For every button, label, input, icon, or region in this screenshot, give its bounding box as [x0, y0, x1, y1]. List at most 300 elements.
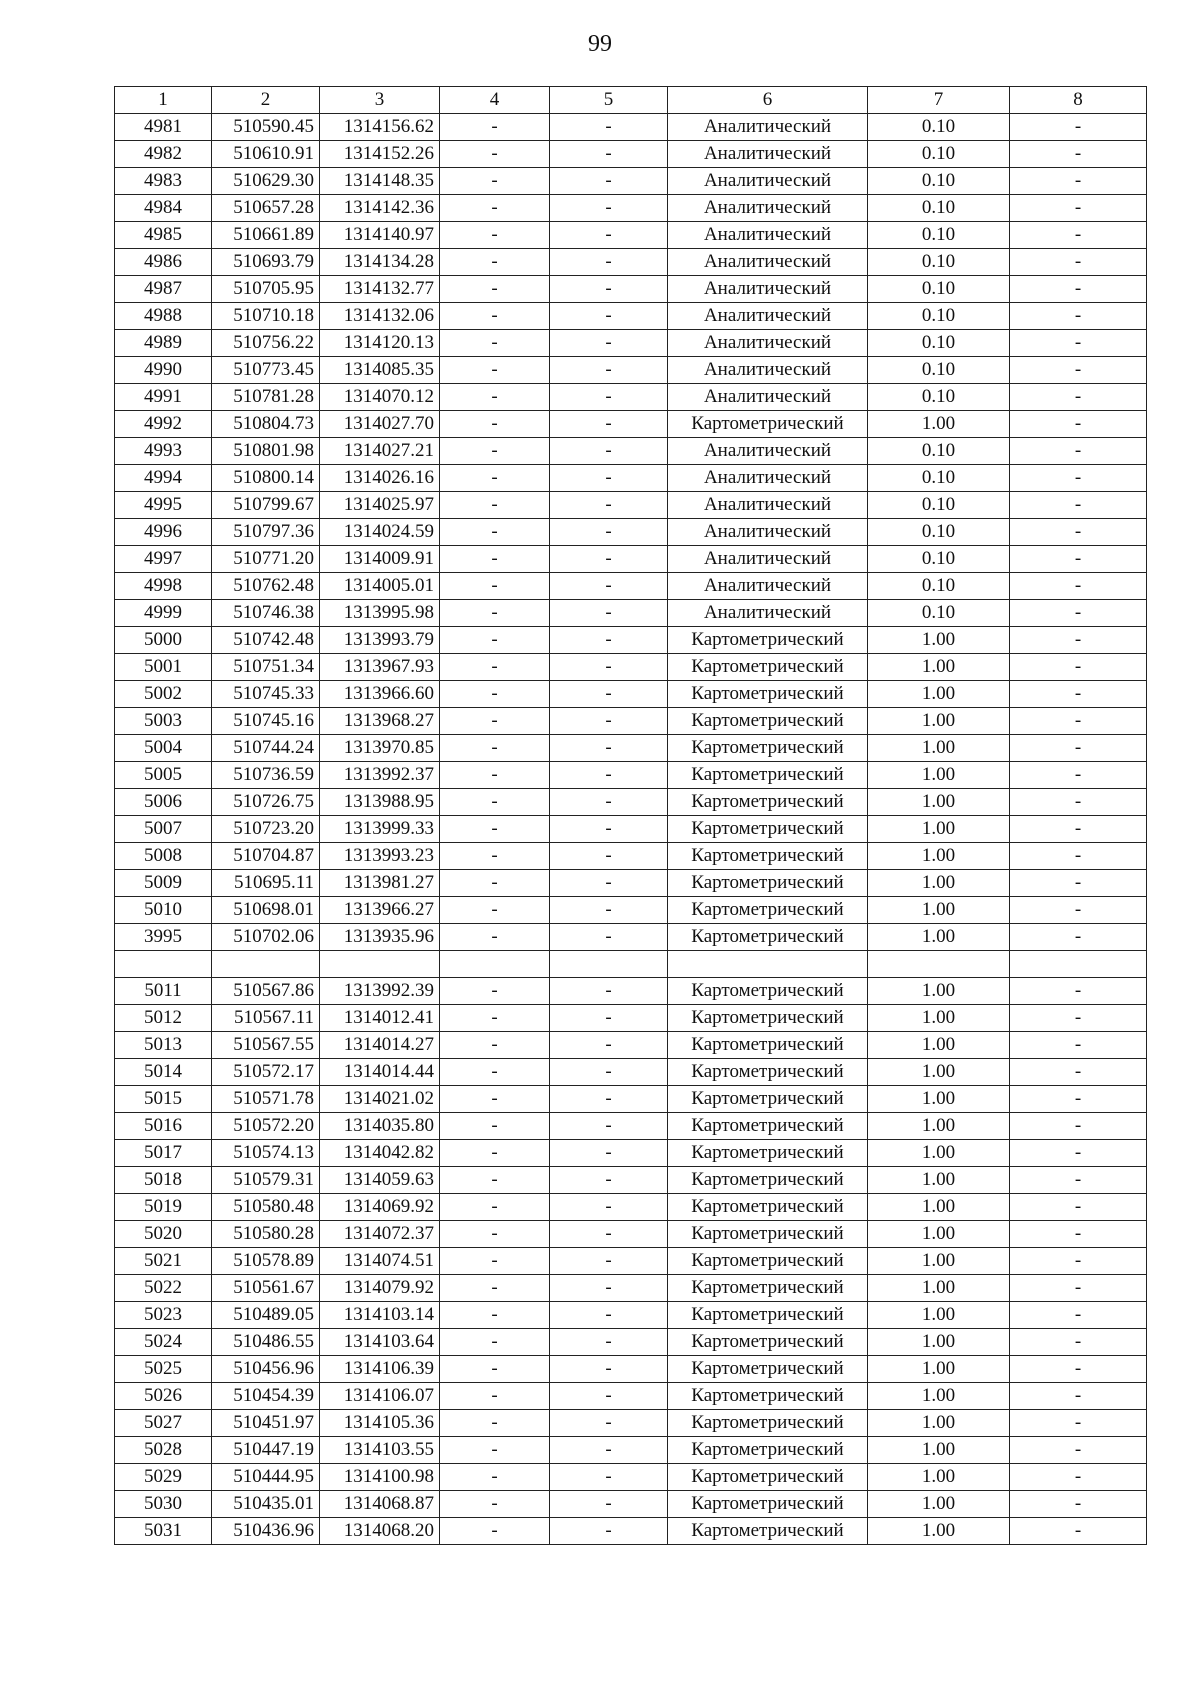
point-number-cell: 3995: [115, 924, 212, 951]
accuracy-cell: 1.00: [868, 816, 1010, 843]
col5-cell: -: [550, 1437, 668, 1464]
col5-cell: -: [550, 897, 668, 924]
point-number-cell: 5002: [115, 681, 212, 708]
y-coordinate-cell: 1313992.39: [320, 978, 440, 1005]
point-number-cell: 4992: [115, 411, 212, 438]
accuracy-cell: 0.10: [868, 384, 1010, 411]
accuracy-cell: 1.00: [868, 1410, 1010, 1437]
method-cell: Картометрический: [668, 708, 868, 735]
col5-cell: -: [550, 654, 668, 681]
point-number-cell: 4985: [115, 222, 212, 249]
accuracy-cell: 1.00: [868, 762, 1010, 789]
col5-cell: -: [550, 1086, 668, 1113]
table-row: [115, 1086, 1147, 1113]
col8-cell: -: [1010, 195, 1147, 222]
y-coordinate-cell: 1314069.92: [320, 1194, 440, 1221]
y-coordinate-cell: 1314106.07: [320, 1383, 440, 1410]
method-cell: Картометрический: [668, 1356, 868, 1383]
table-row: [115, 276, 1147, 303]
accuracy-cell: 1.00: [868, 1329, 1010, 1356]
col8-cell: -: [1010, 1248, 1147, 1275]
col5-cell: -: [550, 1275, 668, 1302]
accuracy-cell: 0.10: [868, 438, 1010, 465]
point-number-cell: 4987: [115, 276, 212, 303]
x-coordinate-cell: 510744.24: [212, 735, 320, 762]
table-row: [115, 1032, 1147, 1059]
method-cell: Аналитический: [668, 600, 868, 627]
x-coordinate-cell: 510736.59: [212, 762, 320, 789]
method-cell: Картометрический: [668, 978, 868, 1005]
col4-cell: -: [440, 141, 550, 168]
point-number-cell: 5001: [115, 654, 212, 681]
y-coordinate-cell: 1314027.21: [320, 438, 440, 465]
col5-cell: -: [550, 573, 668, 600]
col8-cell: -: [1010, 1275, 1147, 1302]
col8-cell: -: [1010, 627, 1147, 654]
col8-cell: -: [1010, 276, 1147, 303]
col4-cell: -: [440, 1383, 550, 1410]
x-coordinate-cell: 510726.75: [212, 789, 320, 816]
header-cell: 7: [868, 87, 1010, 114]
col4-cell: -: [440, 789, 550, 816]
col4-cell: -: [440, 924, 550, 951]
y-coordinate-cell: 1313935.96: [320, 924, 440, 951]
method-cell: Картометрический: [668, 1518, 868, 1545]
col4-cell: -: [440, 816, 550, 843]
col8-cell: -: [1010, 1059, 1147, 1086]
table-row: [115, 1059, 1147, 1086]
table-row: [115, 222, 1147, 249]
accuracy-cell: 0.10: [868, 465, 1010, 492]
y-coordinate-cell: 1314014.44: [320, 1059, 440, 1086]
x-coordinate-cell: 510773.45: [212, 357, 320, 384]
col5-cell: -: [550, 303, 668, 330]
x-coordinate-cell: 510579.31: [212, 1167, 320, 1194]
table-row: [115, 1302, 1147, 1329]
accuracy-cell: 1.00: [868, 843, 1010, 870]
table-row: [115, 816, 1147, 843]
method-cell: Аналитический: [668, 384, 868, 411]
table-header-row: [115, 87, 1147, 114]
table-row: [115, 519, 1147, 546]
col8-cell: -: [1010, 573, 1147, 600]
method-cell: Аналитический: [668, 546, 868, 573]
col8-cell: -: [1010, 1194, 1147, 1221]
y-coordinate-cell: 1314100.98: [320, 1464, 440, 1491]
y-coordinate-cell: 1314134.28: [320, 249, 440, 276]
col5-cell: -: [550, 114, 668, 141]
point-number-cell: 4993: [115, 438, 212, 465]
header-cell: 4: [440, 87, 550, 114]
table-row: [115, 114, 1147, 141]
col8-cell: -: [1010, 735, 1147, 762]
col8-cell: -: [1010, 1302, 1147, 1329]
point-number-cell: 5016: [115, 1113, 212, 1140]
table-row: [115, 1464, 1147, 1491]
col5-cell: -: [550, 1518, 668, 1545]
col4-cell: -: [440, 1194, 550, 1221]
method-cell: Аналитический: [668, 141, 868, 168]
col8-cell: -: [1010, 1086, 1147, 1113]
point-number-cell: 4984: [115, 195, 212, 222]
method-cell: Аналитический: [668, 303, 868, 330]
col8-cell: -: [1010, 438, 1147, 465]
table-row: [115, 1329, 1147, 1356]
accuracy-cell: 1.00: [868, 789, 1010, 816]
col5-cell: -: [550, 384, 668, 411]
point-number-cell: 5015: [115, 1086, 212, 1113]
col4-cell: -: [440, 465, 550, 492]
accuracy-cell: 1.00: [868, 924, 1010, 951]
point-number-cell: 4991: [115, 384, 212, 411]
table-row: [115, 762, 1147, 789]
method-cell: Картометрический: [668, 681, 868, 708]
col8-cell: [1010, 951, 1147, 978]
col8-cell: -: [1010, 708, 1147, 735]
x-coordinate-cell: 510695.11: [212, 870, 320, 897]
col5-cell: -: [550, 1302, 668, 1329]
method-cell: Аналитический: [668, 276, 868, 303]
y-coordinate-cell: 1314085.35: [320, 357, 440, 384]
col5-cell: -: [550, 1464, 668, 1491]
header-cell: 8: [1010, 87, 1147, 114]
col5-cell: -: [550, 411, 668, 438]
y-coordinate-cell: 1314103.55: [320, 1437, 440, 1464]
y-coordinate-cell: 1313970.85: [320, 735, 440, 762]
col4-cell: -: [440, 330, 550, 357]
x-coordinate-cell: 510580.28: [212, 1221, 320, 1248]
x-coordinate-cell: 510567.55: [212, 1032, 320, 1059]
y-coordinate-cell: 1314042.82: [320, 1140, 440, 1167]
y-coordinate-cell: 1313999.33: [320, 816, 440, 843]
y-coordinate-cell: 1314148.35: [320, 168, 440, 195]
x-coordinate-cell: 510567.11: [212, 1005, 320, 1032]
x-coordinate-cell: 510574.13: [212, 1140, 320, 1167]
col8-cell: -: [1010, 1356, 1147, 1383]
table-row: [115, 438, 1147, 465]
col5-cell: -: [550, 1113, 668, 1140]
y-coordinate-cell: [320, 951, 440, 978]
method-cell: Аналитический: [668, 222, 868, 249]
table-row: [115, 411, 1147, 438]
col8-cell: -: [1010, 978, 1147, 1005]
table-row: [115, 843, 1147, 870]
accuracy-cell: 1.00: [868, 1275, 1010, 1302]
method-cell: Картометрический: [668, 1005, 868, 1032]
col8-cell: -: [1010, 1491, 1147, 1518]
accuracy-cell: 0.10: [868, 330, 1010, 357]
x-coordinate-cell: [212, 951, 320, 978]
col4-cell: -: [440, 438, 550, 465]
header-cell: 6: [668, 87, 868, 114]
col4-cell: -: [440, 1113, 550, 1140]
method-cell: Картометрический: [668, 1167, 868, 1194]
accuracy-cell: 1.00: [868, 654, 1010, 681]
x-coordinate-cell: 510771.20: [212, 546, 320, 573]
y-coordinate-cell: 1314059.63: [320, 1167, 440, 1194]
point-number-cell: 5005: [115, 762, 212, 789]
method-cell: Картометрический: [668, 1464, 868, 1491]
point-number-cell: 5014: [115, 1059, 212, 1086]
x-coordinate-cell: 510572.17: [212, 1059, 320, 1086]
y-coordinate-cell: 1313992.37: [320, 762, 440, 789]
accuracy-cell: 0.10: [868, 222, 1010, 249]
table-row: [115, 1410, 1147, 1437]
accuracy-cell: 1.00: [868, 1113, 1010, 1140]
col4-cell: -: [440, 897, 550, 924]
table-row: [115, 1491, 1147, 1518]
col5-cell: -: [550, 1221, 668, 1248]
header-cell: 2: [212, 87, 320, 114]
point-number-cell: 4988: [115, 303, 212, 330]
y-coordinate-cell: 1314070.12: [320, 384, 440, 411]
col8-cell: -: [1010, 816, 1147, 843]
col4-cell: -: [440, 1086, 550, 1113]
y-coordinate-cell: 1314132.06: [320, 303, 440, 330]
method-cell: [668, 951, 868, 978]
y-coordinate-cell: 1314072.37: [320, 1221, 440, 1248]
table-row: [115, 195, 1147, 222]
x-coordinate-cell: 510578.89: [212, 1248, 320, 1275]
method-cell: Картометрический: [668, 411, 868, 438]
method-cell: Аналитический: [668, 438, 868, 465]
table-row: [115, 735, 1147, 762]
col5-cell: -: [550, 1248, 668, 1275]
col4-cell: -: [440, 573, 550, 600]
accuracy-cell: 0.10: [868, 357, 1010, 384]
method-cell: Картометрический: [668, 627, 868, 654]
method-cell: Картометрический: [668, 897, 868, 924]
col8-cell: -: [1010, 1518, 1147, 1545]
point-number-cell: 4996: [115, 519, 212, 546]
point-number-cell: 5023: [115, 1302, 212, 1329]
col5-cell: -: [550, 492, 668, 519]
col4-cell: -: [440, 1437, 550, 1464]
y-coordinate-cell: 1314120.13: [320, 330, 440, 357]
col5-cell: -: [550, 1059, 668, 1086]
y-coordinate-cell: 1314068.20: [320, 1518, 440, 1545]
y-coordinate-cell: 1314132.77: [320, 276, 440, 303]
point-number-cell: 5021: [115, 1248, 212, 1275]
x-coordinate-cell: 510756.22: [212, 330, 320, 357]
accuracy-cell: 0.10: [868, 276, 1010, 303]
col4-cell: -: [440, 708, 550, 735]
table-row: [115, 600, 1147, 627]
col5-cell: -: [550, 1329, 668, 1356]
col5-cell: -: [550, 276, 668, 303]
col4-cell: -: [440, 195, 550, 222]
point-number-cell: 4995: [115, 492, 212, 519]
accuracy-cell: 0.10: [868, 519, 1010, 546]
x-coordinate-cell: 510797.36: [212, 519, 320, 546]
method-cell: Картометрический: [668, 1410, 868, 1437]
col5-cell: -: [550, 1491, 668, 1518]
accuracy-cell: 1.00: [868, 1194, 1010, 1221]
point-number-cell: 4982: [115, 141, 212, 168]
y-coordinate-cell: 1314035.80: [320, 1113, 440, 1140]
col5-cell: -: [550, 816, 668, 843]
method-cell: Картометрический: [668, 924, 868, 951]
y-coordinate-cell: 1313995.98: [320, 600, 440, 627]
accuracy-cell: 1.00: [868, 1356, 1010, 1383]
method-cell: Картометрический: [668, 1248, 868, 1275]
x-coordinate-cell: 510561.67: [212, 1275, 320, 1302]
point-number-cell: 5012: [115, 1005, 212, 1032]
col8-cell: -: [1010, 546, 1147, 573]
accuracy-cell: 1.00: [868, 1437, 1010, 1464]
point-number-cell: 4986: [115, 249, 212, 276]
point-number-cell: 5027: [115, 1410, 212, 1437]
col5-cell: -: [550, 357, 668, 384]
accuracy-cell: 1.00: [868, 735, 1010, 762]
x-coordinate-cell: 510710.18: [212, 303, 320, 330]
col8-cell: -: [1010, 1032, 1147, 1059]
col4-cell: -: [440, 1248, 550, 1275]
accuracy-cell: 1.00: [868, 1518, 1010, 1545]
method-cell: Картометрический: [668, 654, 868, 681]
table-row: [115, 978, 1147, 1005]
method-cell: Картометрический: [668, 870, 868, 897]
col8-cell: -: [1010, 411, 1147, 438]
y-coordinate-cell: 1313966.60: [320, 681, 440, 708]
point-number-cell: 5018: [115, 1167, 212, 1194]
accuracy-cell: 1.00: [868, 897, 1010, 924]
y-coordinate-cell: 1314012.41: [320, 1005, 440, 1032]
y-coordinate-cell: 1313967.93: [320, 654, 440, 681]
col4-cell: -: [440, 1464, 550, 1491]
y-coordinate-cell: 1314103.14: [320, 1302, 440, 1329]
col4-cell: -: [440, 411, 550, 438]
col4-cell: -: [440, 249, 550, 276]
col8-cell: -: [1010, 465, 1147, 492]
point-number-cell: 4994: [115, 465, 212, 492]
accuracy-cell: 1.00: [868, 681, 1010, 708]
col5-cell: -: [550, 1032, 668, 1059]
x-coordinate-cell: 510486.55: [212, 1329, 320, 1356]
accuracy-cell: 0.10: [868, 600, 1010, 627]
col5-cell: -: [550, 1410, 668, 1437]
col4-cell: -: [440, 1059, 550, 1086]
accuracy-cell: 1.00: [868, 1086, 1010, 1113]
accuracy-cell: 1.00: [868, 1059, 1010, 1086]
method-cell: Картометрический: [668, 1383, 868, 1410]
point-number-cell: 5017: [115, 1140, 212, 1167]
point-number-cell: 4989: [115, 330, 212, 357]
table-row: [115, 897, 1147, 924]
table-row: [115, 1005, 1147, 1032]
col8-cell: -: [1010, 357, 1147, 384]
x-coordinate-cell: 510661.89: [212, 222, 320, 249]
accuracy-cell: 1.00: [868, 1383, 1010, 1410]
point-number-cell: 4999: [115, 600, 212, 627]
method-cell: Картометрический: [668, 1194, 868, 1221]
col8-cell: -: [1010, 1167, 1147, 1194]
point-number-cell: 5013: [115, 1032, 212, 1059]
y-coordinate-cell: 1313981.27: [320, 870, 440, 897]
point-number-cell: 5009: [115, 870, 212, 897]
table-row: [115, 249, 1147, 276]
y-coordinate-cell: 1314074.51: [320, 1248, 440, 1275]
x-coordinate-cell: 510723.20: [212, 816, 320, 843]
col8-cell: -: [1010, 1113, 1147, 1140]
table-row: [115, 303, 1147, 330]
point-number-cell: 4990: [115, 357, 212, 384]
table-row: [115, 924, 1147, 951]
col4-cell: -: [440, 168, 550, 195]
point-number-cell: 5031: [115, 1518, 212, 1545]
col4-cell: -: [440, 843, 550, 870]
method-cell: Картометрический: [668, 1086, 868, 1113]
col4-cell: -: [440, 384, 550, 411]
y-coordinate-cell: 1314027.70: [320, 411, 440, 438]
method-cell: Картометрический: [668, 1221, 868, 1248]
accuracy-cell: 0.10: [868, 141, 1010, 168]
method-cell: Аналитический: [668, 492, 868, 519]
col5-cell: -: [550, 1383, 668, 1410]
col5-cell: -: [550, 222, 668, 249]
col4-cell: -: [440, 1275, 550, 1302]
col8-cell: -: [1010, 222, 1147, 249]
col8-cell: -: [1010, 600, 1147, 627]
col5-cell: -: [550, 708, 668, 735]
x-coordinate-cell: 510693.79: [212, 249, 320, 276]
table-row: [115, 141, 1147, 168]
method-cell: Картометрический: [668, 843, 868, 870]
col4-cell: -: [440, 1518, 550, 1545]
x-coordinate-cell: 510804.73: [212, 411, 320, 438]
y-coordinate-cell: 1314068.87: [320, 1491, 440, 1518]
point-number-cell: 5008: [115, 843, 212, 870]
page-number: 99: [588, 31, 612, 57]
col4-cell: -: [440, 870, 550, 897]
method-cell: Аналитический: [668, 465, 868, 492]
accuracy-cell: 0.10: [868, 114, 1010, 141]
col4-cell: -: [440, 627, 550, 654]
table-row: [115, 789, 1147, 816]
accuracy-cell: 1.00: [868, 1167, 1010, 1194]
y-coordinate-cell: 1313988.95: [320, 789, 440, 816]
col8-cell: -: [1010, 1410, 1147, 1437]
x-coordinate-cell: 510745.33: [212, 681, 320, 708]
table-row: [115, 1194, 1147, 1221]
accuracy-cell: 1.00: [868, 411, 1010, 438]
x-coordinate-cell: 510447.19: [212, 1437, 320, 1464]
col8-cell: -: [1010, 654, 1147, 681]
col8-cell: -: [1010, 897, 1147, 924]
col5-cell: -: [550, 627, 668, 654]
table-row: [115, 627, 1147, 654]
col8-cell: -: [1010, 141, 1147, 168]
col4-cell: [440, 951, 550, 978]
x-coordinate-cell: 510742.48: [212, 627, 320, 654]
method-cell: Картометрический: [668, 1437, 868, 1464]
point-number-cell: 5000: [115, 627, 212, 654]
point-number-cell: 5006: [115, 789, 212, 816]
x-coordinate-cell: 510567.86: [212, 978, 320, 1005]
table-row: [115, 654, 1147, 681]
point-number-cell: 5004: [115, 735, 212, 762]
col5-cell: -: [550, 141, 668, 168]
header-cell: 3: [320, 87, 440, 114]
method-cell: Картометрический: [668, 1491, 868, 1518]
accuracy-cell: 0.10: [868, 573, 1010, 600]
x-coordinate-cell: 510571.78: [212, 1086, 320, 1113]
col5-cell: -: [550, 735, 668, 762]
x-coordinate-cell: 510590.45: [212, 114, 320, 141]
point-number-cell: 4998: [115, 573, 212, 600]
y-coordinate-cell: 1314009.91: [320, 546, 440, 573]
y-coordinate-cell: 1313968.27: [320, 708, 440, 735]
